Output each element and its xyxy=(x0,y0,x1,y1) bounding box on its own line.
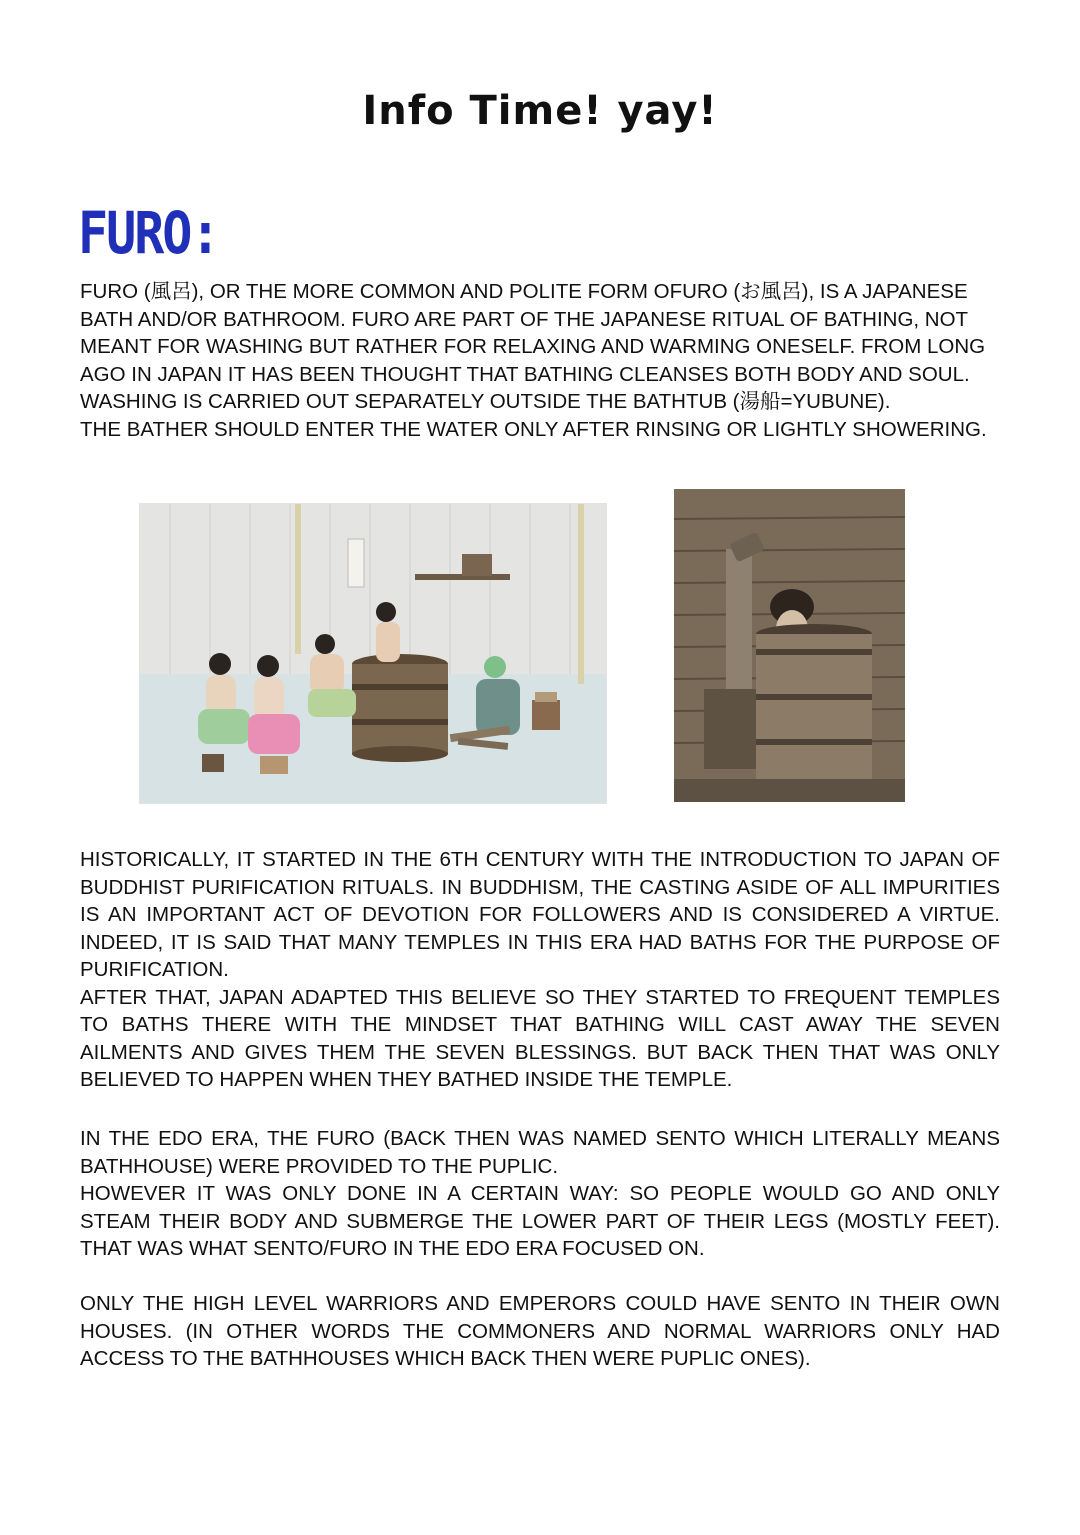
intro-paragraph: FURO (風呂), OR THE MORE COMMON AND POLITE FORM OFURO (お風呂), IS A JAPANESE BATH AND/OR BATHROOM. FURO ARE PART OF THE JAPANESE RITUAL OF BATHING, NOT MEANT FOR WASHING BUT RATHER FOR RELAXING AND WARMING ONESELF. FROM LONG AGO IN JAPAN IT HAS BEEN THOUGHT THAT BATHING CLEANSES BOTH BODY AND SOUL. WASHING IS CARRIED OUT SEPARATELY OUTSIDE THE BATHTUB (湯船=YUBUNE). xyxy=(80,280,986,413)
history-paragraph: AFTER THAT, JAPAN ADAPTED THIS BELIEVE SO THEY STARTED TO FREQUENT TEMPLES TO BATHS THERE WITH THE MINDSET THAT BATHING WILL CAST AWAY THE SEVEN AILMENTS AND GIVES THEM THE SEVEN BLESSINGS. BUT BACK THEN THAT WAS ONLY BELIEVED TO HAPPEN WHEN THEY BATHED INSIDE THE TEMPLE. xyxy=(80,985,1000,1091)
intro-text xyxy=(80,278,1000,443)
section-heading: FURO: xyxy=(78,200,219,267)
wooden-tub-photo xyxy=(674,489,905,802)
edo-paragraph: IN THE EDO ERA, THE FURO (BACK THEN WAS NAMED SENTO WHICH LITERALLY MEANS BATHHOUSE) WERE PROVIDED TO THE PUPLIC. xyxy=(80,1127,1000,1178)
wooden-tub-illustration xyxy=(674,489,905,802)
edo-text xyxy=(80,1125,1000,1263)
page-title: Info Time! yay! xyxy=(362,88,718,134)
intro-paragraph: THE BATHER SHOULD ENTER THE WATER ONLY AFTER RINSING OR LIGHTLY SHOWERING. xyxy=(80,417,987,441)
warriors-paragraph: ONLY THE HIGH LEVEL WARRIORS AND EMPERORS COULD HAVE SENTO IN THEIR OWN HOUSES. (IN OTHER WORDS THE COMMONERS AND NORMAL WARRIORS ONLY HAD ACCESS TO THE BATHHOUSES WHICH BACK THEN WERE PUPLIC ONES). xyxy=(80,1292,1000,1370)
bathing-women-illustration xyxy=(140,504,606,803)
history-text xyxy=(80,846,1000,1094)
history-paragraph: HISTORICALLY, IT STARTED IN THE 6TH CENTURY WITH THE INTRODUCTION TO JAPAN OF BUDDHIST PURIFICATION RITUALS. IN BUDDHISM, THE CASTING ASIDE OF ALL IMPURITIES IS AN IMPORTANT ACT OF DEVOTION FOR FOLLOWERS AND IS CONSIDERED A VIRTUE. INDEED, IT IS SAID THAT MANY TEMPLES IN THIS ERA HAD BATHS FOR THE PURPOSE OF PURIFICATION. xyxy=(80,848,1000,981)
bathing-women-photo xyxy=(139,503,607,804)
edo-paragraph: HOWEVER IT WAS ONLY DONE IN A CERTAIN WAY: SO PEOPLE WOULD GO AND ONLY STEAM THEIR BODY AND SUBMERGE THE LOWER PART OF THEIR LEGS (MOSTLY FEET). THAT WAS WHAT SENTO/FURO IN THE EDO ERA FOCUSED ON. xyxy=(80,1182,1000,1260)
warriors-text xyxy=(80,1290,1000,1373)
